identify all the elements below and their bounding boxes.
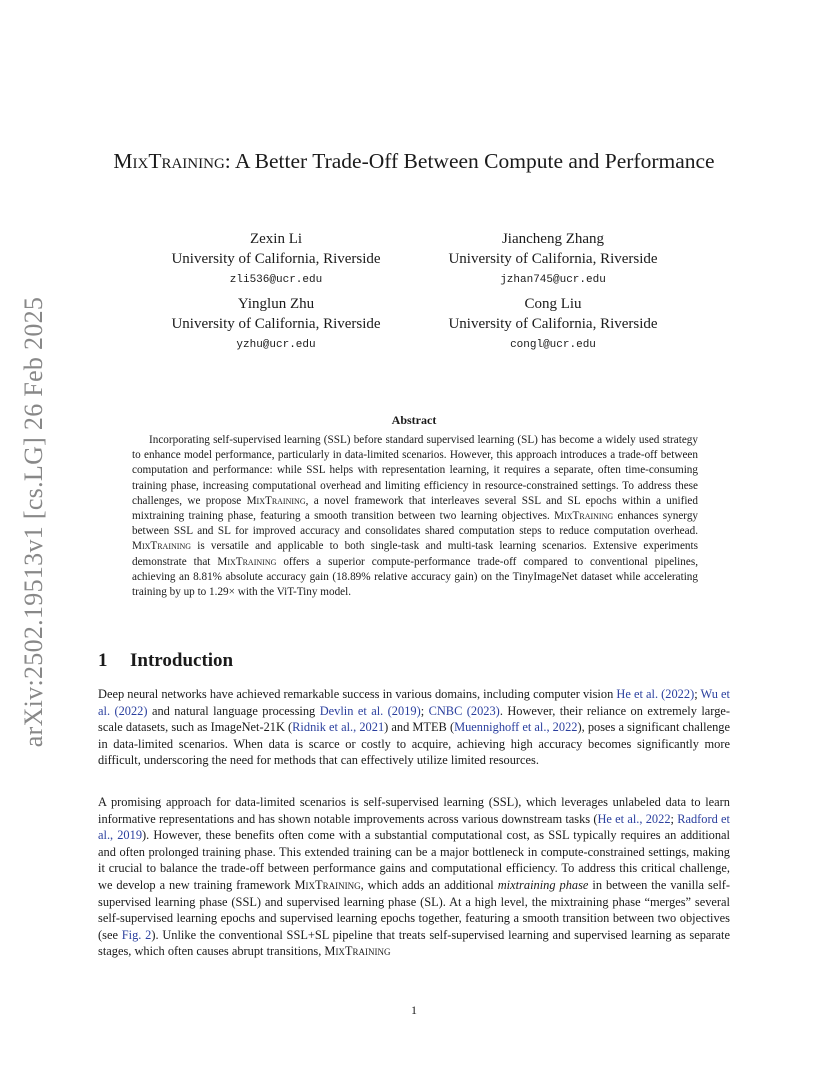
abstract-text [132,433,698,600]
paragraph-text-segment: , which adds an additional [360,877,498,892]
method-name: MixTraining [217,555,277,568]
author-affiliation: University of California, Riverside [448,316,658,332]
section-number: 1 [98,650,108,671]
citation-link[interactable]: He et al. (2022) [616,687,695,701]
author-email[interactable]: jzhan745@ucr.edu [500,274,606,286]
author-email[interactable]: congl@ucr.edu [510,339,596,351]
emphasized-term: mixtraining phase [497,877,589,892]
body-paragraph [98,794,730,960]
figure-reference-link[interactable]: Fig. 2 [121,927,152,942]
abstract-text-segment: , a novel framework that interleaves several SSL and SL epochs within a unified mixtraining training phase, featuring a smooth transition between two learning objectives. [132,494,698,523]
paragraph-text-segment: . However, their reliance on extremely large-scale datasets, such as ImageNet-21K ( [98,703,731,735]
paragraph-text-segment: ; [694,687,701,701]
page-number: 1 [411,1003,417,1017]
method-name: MixTraining [132,540,191,553]
citation-link[interactable]: He et al., 2022 [597,811,671,826]
paper-title [100,146,728,177]
citation-link[interactable]: CNBC (2023) [428,703,500,718]
abstract-text-segment: Incorporating self-supervised learning (SSL) before standard supervised learning (SL) has become a widely used strategy to enhance model performance, particularly in data-limited scenarios. However, this approach introduces a trade-off between computation and performance: while SSL helps with representation learning, it requires a separate, often time-consuming training phase, increasing computational overhead and limiting efficiency in resource-constrained settings. To address these challenges, we propose [132,434,698,507]
paragraph-text-segment: and natural language processing [147,703,320,718]
abstract-text-segment: enhances synergy between SSL and SL for improved accuracy and consolidates shared computation steps to reduce computation overhead. [132,510,699,538]
paragraph-text-segment: ; [420,703,429,718]
arxiv-identifier-text: arXiv:2502.19513v1 [cs.LG] 26 Feb 2025 [19,296,48,748]
author-block [141,294,411,353]
section-title: Introduction [130,650,234,671]
paragraph-text-segment: ). However, these benefits often come with a substantial computational cost, as SSL typically requires an additional and often prolonged training phase. This extended training can be a major bottleneck in compute-constrained settings, making it crucial to balance the trade-off between performance gains and computational efficiency. To address this critical challenge, we develop a new training framework [98,828,730,892]
paragraph-text-segment: Deep neural networks have achieved remarkable success in various domains, including computer vision [98,687,617,701]
paragraph-text-segment: ) and MTEB ( [384,720,455,735]
section-heading [98,650,233,672]
paragraph-text-segment: A promising approach for data-limited scenarios is self-supervised learning (SSL), which leverages unlabeled data to learn informative representations and has shown notable improvements across various downstream tasks ( [98,795,730,826]
author-email[interactable]: yzhu@ucr.edu [236,339,316,351]
author-affiliation: University of California, Riverside [448,251,658,267]
citation-link[interactable]: Devlin et al. (2019) [319,703,421,718]
method-name: MixTraining [324,944,391,959]
title-method-name: MixTraining [113,149,225,173]
author-name: Cong Liu [524,296,582,312]
citation-link[interactable]: Muennighoff et al., 2022 [454,720,578,735]
abstract-text-segment: is versatile and applicable to both single-task and multi-task learning scenarios. Extensive experiments demonstrate that [132,540,698,568]
abstract-text-segment: offers a superior compute-performance trade-off compared to conventional pipelines, achieving an 8.81% absolute accuracy gain (18.89% relative accuracy gain) on the TinyImageNet dataset while accelerating training by up to 1.29× with the ViT-Tiny model. [132,555,698,599]
author-block [418,229,688,288]
author-block [141,229,411,288]
abstract-heading: Abstract [391,413,437,427]
paragraph-text-segment: ), poses a significant challenge in data-limited scenarios. When data is scarce or costly to acquire, achieving high accuracy becomes significantly more difficult, underscoring the need for methods that can effectively utilize limited resources. [98,720,730,768]
author-name: Jiancheng Zhang [501,231,605,247]
author-affiliation: University of California, Riverside [171,316,381,332]
paragraph-text-segment: ). Unlike the conventional SSL+SL pipeline that treats self-supervised learning and supervised learning as separate stages, which often causes abrupt transitions, [98,927,731,959]
author-block [418,294,688,353]
citation-link[interactable]: Ridnik et al., 2021 [292,720,385,735]
paragraph-text-segment: in between the vanilla self-supervised learning phase (SSL) and supervised learning phase (SL). At a high level, the mixtraining phase “merges” several self-supervised learning epochs and supervised learning epochs together, featuring a smooth transition between two objectives (see [98,877,731,942]
citation-link[interactable]: Wu et al. (2022) [98,687,730,718]
paragraph-text-segment: ; [670,811,678,826]
method-name: MixTraining [294,877,361,892]
author-affiliation: University of California, Riverside [171,251,381,267]
body-paragraph [98,686,730,769]
author-name: Zexin Li [249,231,303,247]
method-name: MixTraining [246,494,306,507]
author-email[interactable]: zli536@ucr.edu [229,274,323,286]
method-name: MixTraining [554,510,614,523]
citation-link[interactable]: Radford et al., 2019 [98,811,730,843]
title-rest: : A Better Trade-Off Between Compute and Performance [224,149,715,173]
author-name: Yinglun Zhu [237,296,315,312]
